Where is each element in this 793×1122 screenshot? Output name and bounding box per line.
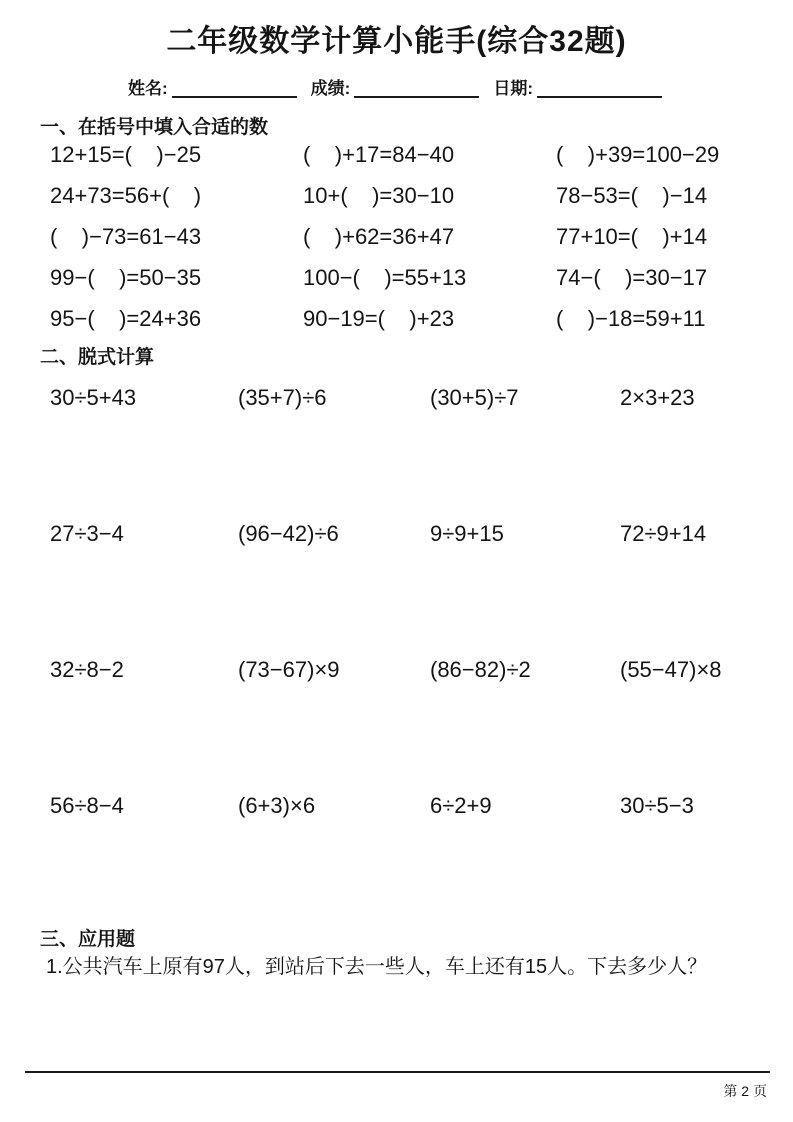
student-info-row — [128, 74, 662, 99]
page-number: 第 2 页 — [723, 1083, 767, 1099]
equation: 74−( )=30−17 — [556, 265, 708, 290]
equation: ( )+17=84−40 — [303, 142, 455, 167]
expression: 9÷9+15 — [430, 521, 504, 546]
equation: 90−19=( )+23 — [303, 306, 455, 331]
date-blank-line — [537, 78, 662, 98]
equation: 24+73=56+( ) — [50, 183, 202, 208]
equation: ( )+39=100−29 — [556, 142, 720, 167]
expression: (55−47)×8 — [620, 657, 722, 682]
section2-heading: 二、脱式计算 — [40, 347, 155, 368]
date-label: 日期: — [493, 79, 534, 98]
equation: 12+15=( )−25 — [50, 142, 202, 167]
section1-heading: 一、在括号中填入合适的数 — [40, 117, 269, 138]
section2-expression-grid — [50, 385, 793, 929]
expression: (73−67)×9 — [238, 657, 340, 682]
equation: ( )+62=36+47 — [303, 224, 455, 249]
expression: 56÷8−4 — [50, 793, 124, 818]
score-label: 成绩: — [310, 79, 351, 98]
equation: 100−( )=55+13 — [303, 265, 467, 290]
page-title: 二年级数学计算小能手(综合32题) — [166, 25, 627, 58]
expression: 30÷5+43 — [50, 385, 137, 410]
equation: 95−( )=24+36 — [50, 306, 202, 331]
expression: (86−82)÷2 — [430, 657, 531, 682]
expression: 27÷3−4 — [50, 521, 124, 546]
equation: ( )−73=61−43 — [50, 224, 202, 249]
name-label: 姓名: — [128, 79, 168, 98]
expression: 6÷2+9 — [430, 793, 492, 818]
expression: 32÷8−2 — [50, 657, 124, 682]
expression: 72÷9+14 — [620, 521, 707, 546]
equation: 10+( )=30−10 — [303, 183, 455, 208]
word-problem-1: 1.公共汽车上原有97人，到站后下去一些人，车上还有15人。下去多少人？ — [46, 956, 708, 978]
equation: ( )−18=59+11 — [556, 306, 706, 331]
expression: (6+3)×6 — [238, 793, 316, 818]
expression: 2×3+23 — [620, 385, 695, 410]
equation: 77+10=( )+14 — [556, 224, 708, 249]
footer-divider — [25, 1071, 770, 1073]
expression: (96−42)÷6 — [238, 521, 339, 546]
section3-heading: 三、应用题 — [40, 929, 136, 950]
section1-equation-grid — [50, 143, 793, 331]
expression: (30+5)÷7 — [430, 385, 519, 410]
equation: 99−( )=50−35 — [50, 265, 202, 290]
equation: 78−53=( )−14 — [556, 183, 708, 208]
expression: (35+7)÷6 — [238, 385, 327, 410]
score-blank-line — [354, 78, 479, 98]
expression: 30÷5−3 — [620, 793, 694, 818]
name-blank-line — [172, 78, 297, 98]
